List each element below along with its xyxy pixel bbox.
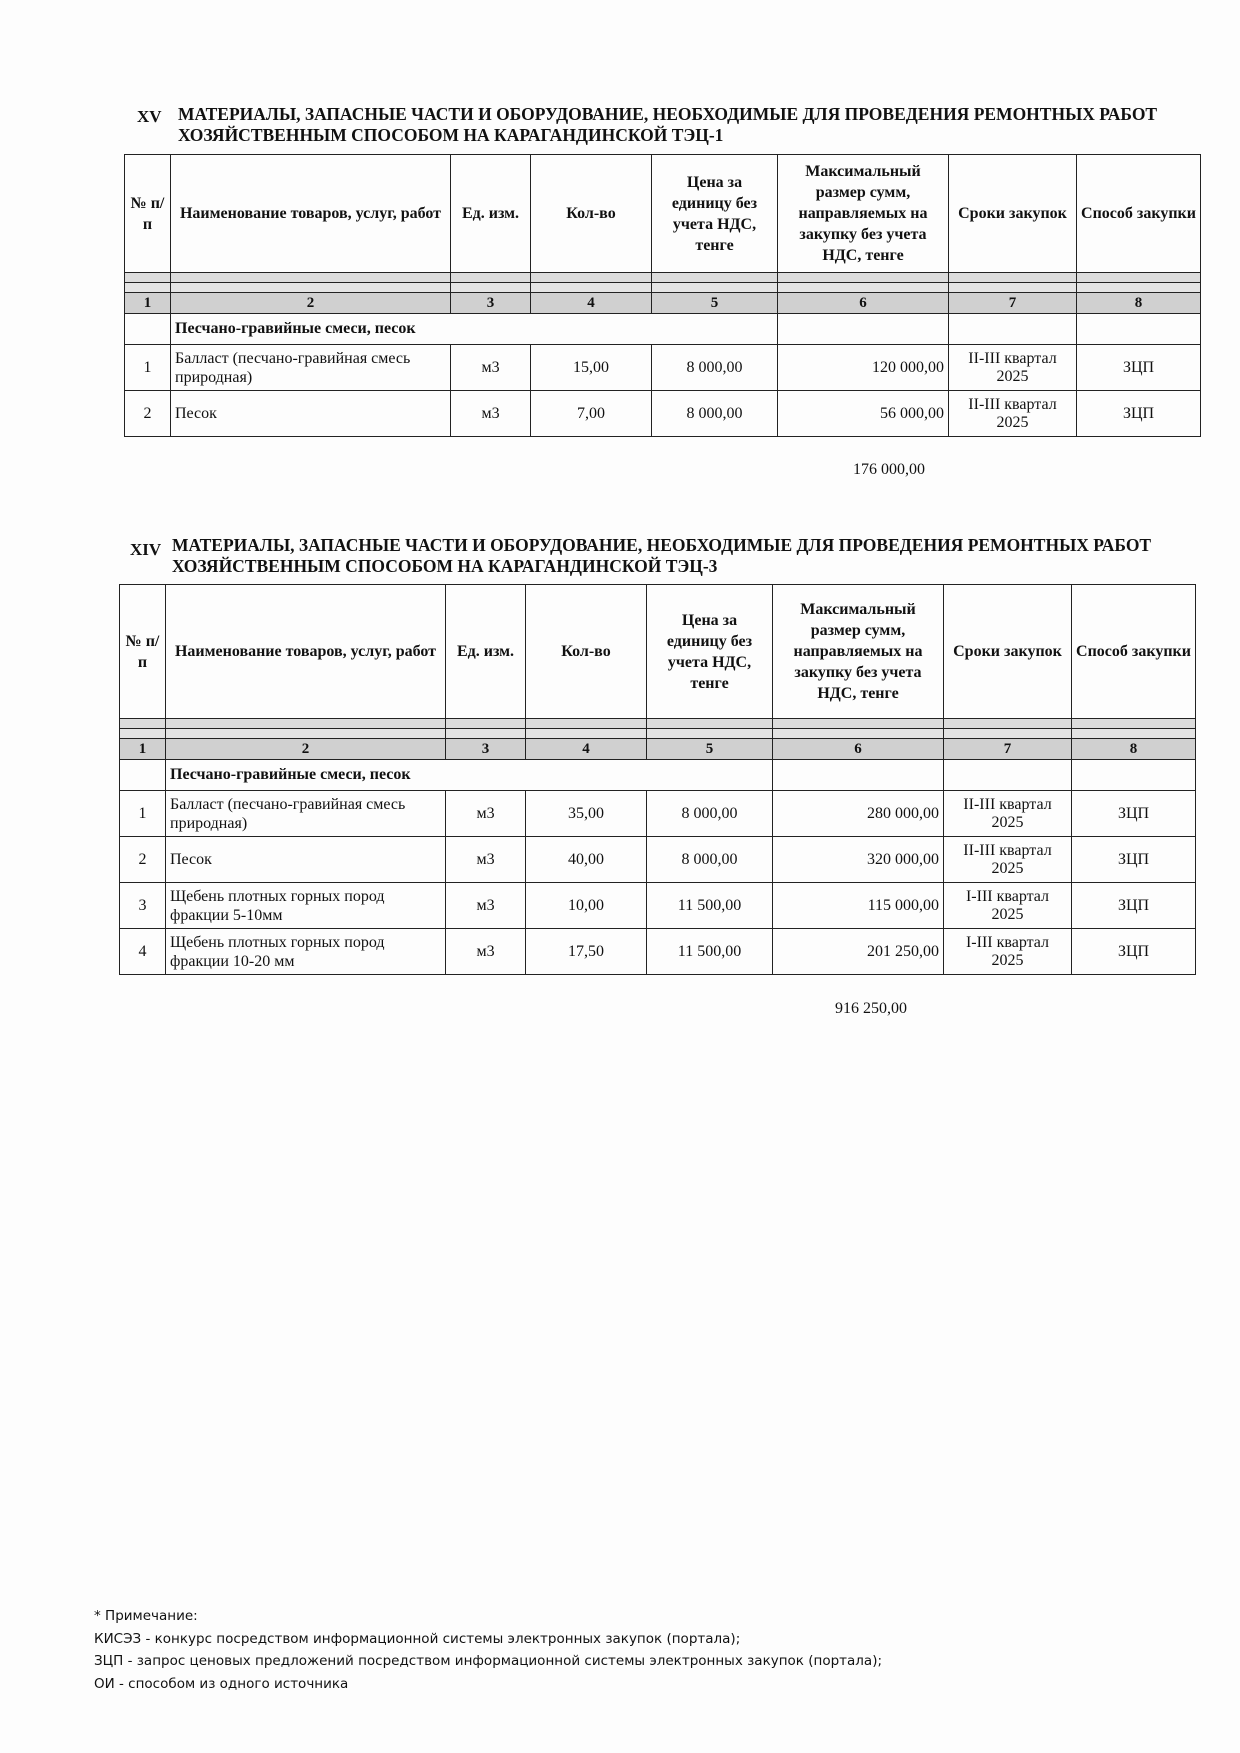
table-row	[120, 791, 1196, 837]
item-unit: м3	[451, 345, 531, 391]
item-name: Песок	[171, 391, 451, 437]
item-name: Песок	[166, 837, 446, 883]
row-number: 1	[120, 791, 166, 837]
procurement-table	[119, 584, 1196, 975]
section-total: 916 250,00	[835, 1000, 907, 1017]
item-price: 11 500,00	[647, 929, 773, 975]
col-number: 3	[451, 293, 531, 314]
section-total: 176 000,00	[853, 461, 925, 478]
item-term: II-III квартал 2025	[944, 837, 1072, 883]
footnote-line: КИСЭЗ - конкурс посредством информационной системы электронных закупок (портала);	[94, 1630, 741, 1647]
column-number-row	[125, 293, 1201, 314]
item-price: 8 000,00	[647, 837, 773, 883]
item-term: I-III квартал 2025	[944, 929, 1072, 975]
spacer-row	[120, 729, 1196, 739]
item-method: ЗЦП	[1072, 929, 1196, 975]
footnote	[94, 1605, 882, 1695]
item-term: II-III квартал 2025	[944, 791, 1072, 837]
item-qty: 35,00	[526, 791, 647, 837]
table-row	[125, 391, 1201, 437]
header-row	[120, 585, 1196, 719]
item-unit: м3	[446, 929, 526, 975]
item-unit: м3	[446, 883, 526, 929]
col-number: 1	[120, 739, 166, 760]
footnote-line: ОИ - способом из одного источника	[94, 1675, 349, 1692]
item-unit: м3	[446, 837, 526, 883]
col-header-num: № п/п	[120, 585, 166, 719]
item-term: I-III квартал 2025	[944, 883, 1072, 929]
header-row	[125, 155, 1201, 273]
col-header-name: Наименование товаров, услуг, работ	[171, 155, 451, 273]
category-row	[125, 314, 1201, 345]
item-qty: 15,00	[531, 345, 652, 391]
row-number: 1	[125, 345, 171, 391]
item-sum: 115 000,00	[773, 883, 944, 929]
table-row	[120, 883, 1196, 929]
item-term: II-III квартал 2025	[949, 391, 1077, 437]
footnote-heading: * Примечание:	[94, 1608, 198, 1624]
item-name: Балласт (песчано-гравийная смесь природная)	[166, 791, 446, 837]
col-header-method: Способ закупки	[1077, 155, 1201, 273]
col-number: 4	[531, 293, 652, 314]
col-number: 6	[778, 293, 949, 314]
item-price: 11 500,00	[647, 883, 773, 929]
item-term: II-III квартал 2025	[949, 345, 1077, 391]
col-header-qty: Кол-во	[531, 155, 652, 273]
col-header-unit: Ед. изм.	[446, 585, 526, 719]
item-unit: м3	[451, 391, 531, 437]
item-sum: 320 000,00	[773, 837, 944, 883]
spacer-row	[125, 273, 1201, 283]
item-method: ЗЦП	[1077, 391, 1201, 437]
col-number: 7	[944, 739, 1072, 760]
col-number: 2	[166, 739, 446, 760]
item-price: 8 000,00	[647, 791, 773, 837]
col-header-num: № п/п	[125, 155, 171, 273]
item-qty: 7,00	[531, 391, 652, 437]
col-header-max-sum: Максимальный размер сумм, направляемых на закупку без учета НДС, тенге	[778, 155, 949, 273]
col-number: 8	[1072, 739, 1196, 760]
section-title: МАТЕРИАЛЫ, ЗАПАСНЫЕ ЧАСТИ И ОБОРУДОВАНИЕ, НЕОБХОДИМЫЕ ДЛЯ ПРОВЕДЕНИЯ РЕМОНТНЫХ РАБОТ ХОЗЯЙСТВЕННЫМ СПОСОБОМ НА КАРАГАНДИНСКОЙ ТЭЦ-1	[178, 104, 1158, 145]
item-method: ЗЦП	[1072, 883, 1196, 929]
item-method: ЗЦП	[1072, 837, 1196, 883]
category-label: Песчано-гравийные смеси, песок	[166, 760, 773, 791]
col-header-term: Сроки закупок	[944, 585, 1072, 719]
spacer-row	[125, 283, 1201, 293]
col-header-method: Способ закупки	[1072, 585, 1196, 719]
item-price: 8 000,00	[652, 391, 778, 437]
footnote-line: ЗЦП - запрос ценовых предложений посредством информационной системы электронных закупок (портала);	[94, 1653, 883, 1669]
col-header-price: Цена за единицу без учета НДС, тенге	[652, 155, 778, 273]
col-number: 3	[446, 739, 526, 760]
section-title: МАТЕРИАЛЫ, ЗАПАСНЫЕ ЧАСТИ И ОБОРУДОВАНИЕ, НЕОБХОДИМЫЕ ДЛЯ ПРОВЕДЕНИЯ РЕМОНТНЫХ РАБОТ ХОЗЯЙСТВЕННЫМ СПОСОБОМ НА КАРАГАНДИНСКОЙ ТЭЦ-3	[172, 535, 1152, 576]
col-number: 6	[773, 739, 944, 760]
section-number: XV	[137, 107, 162, 126]
item-method: ЗЦП	[1072, 791, 1196, 837]
row-number: 4	[120, 929, 166, 975]
section-number: XIV	[130, 540, 162, 559]
col-number: 4	[526, 739, 647, 760]
table-row	[120, 837, 1196, 883]
col-number: 8	[1077, 293, 1201, 314]
category-row	[120, 760, 1196, 791]
col-number: 2	[171, 293, 451, 314]
col-header-name: Наименование товаров, услуг, работ	[166, 585, 446, 719]
item-sum: 120 000,00	[778, 345, 949, 391]
item-name: Щебень плотных горных пород фракции 10-20 мм	[166, 929, 446, 975]
col-header-qty: Кол-во	[526, 585, 647, 719]
item-qty: 10,00	[526, 883, 647, 929]
col-number: 7	[949, 293, 1077, 314]
row-number: 2	[125, 391, 171, 437]
col-header-term: Сроки закупок	[949, 155, 1077, 273]
item-sum: 56 000,00	[778, 391, 949, 437]
procurement-table	[124, 154, 1201, 437]
col-number: 1	[125, 293, 171, 314]
item-name: Щебень плотных горных пород фракции 5-10мм	[166, 883, 446, 929]
item-method: ЗЦП	[1077, 345, 1201, 391]
item-unit: м3	[446, 791, 526, 837]
column-number-row	[120, 739, 1196, 760]
category-label: Песчано-гравийные смеси, песок	[171, 314, 778, 345]
item-sum: 201 250,00	[773, 929, 944, 975]
item-price: 8 000,00	[652, 345, 778, 391]
col-number: 5	[647, 739, 773, 760]
spacer-row	[120, 719, 1196, 729]
col-header-price: Цена за единицу без учета НДС, тенге	[647, 585, 773, 719]
table-row	[120, 929, 1196, 975]
col-header-max-sum: Максимальный размер сумм, направляемых на закупку без учета НДС, тенге	[773, 585, 944, 719]
row-number: 2	[120, 837, 166, 883]
table-row	[125, 345, 1201, 391]
item-qty: 40,00	[526, 837, 647, 883]
row-number: 3	[120, 883, 166, 929]
item-qty: 17,50	[526, 929, 647, 975]
col-header-unit: Ед. изм.	[451, 155, 531, 273]
item-sum: 280 000,00	[773, 791, 944, 837]
item-name: Балласт (песчано-гравийная смесь природная)	[171, 345, 451, 391]
col-number: 5	[652, 293, 778, 314]
